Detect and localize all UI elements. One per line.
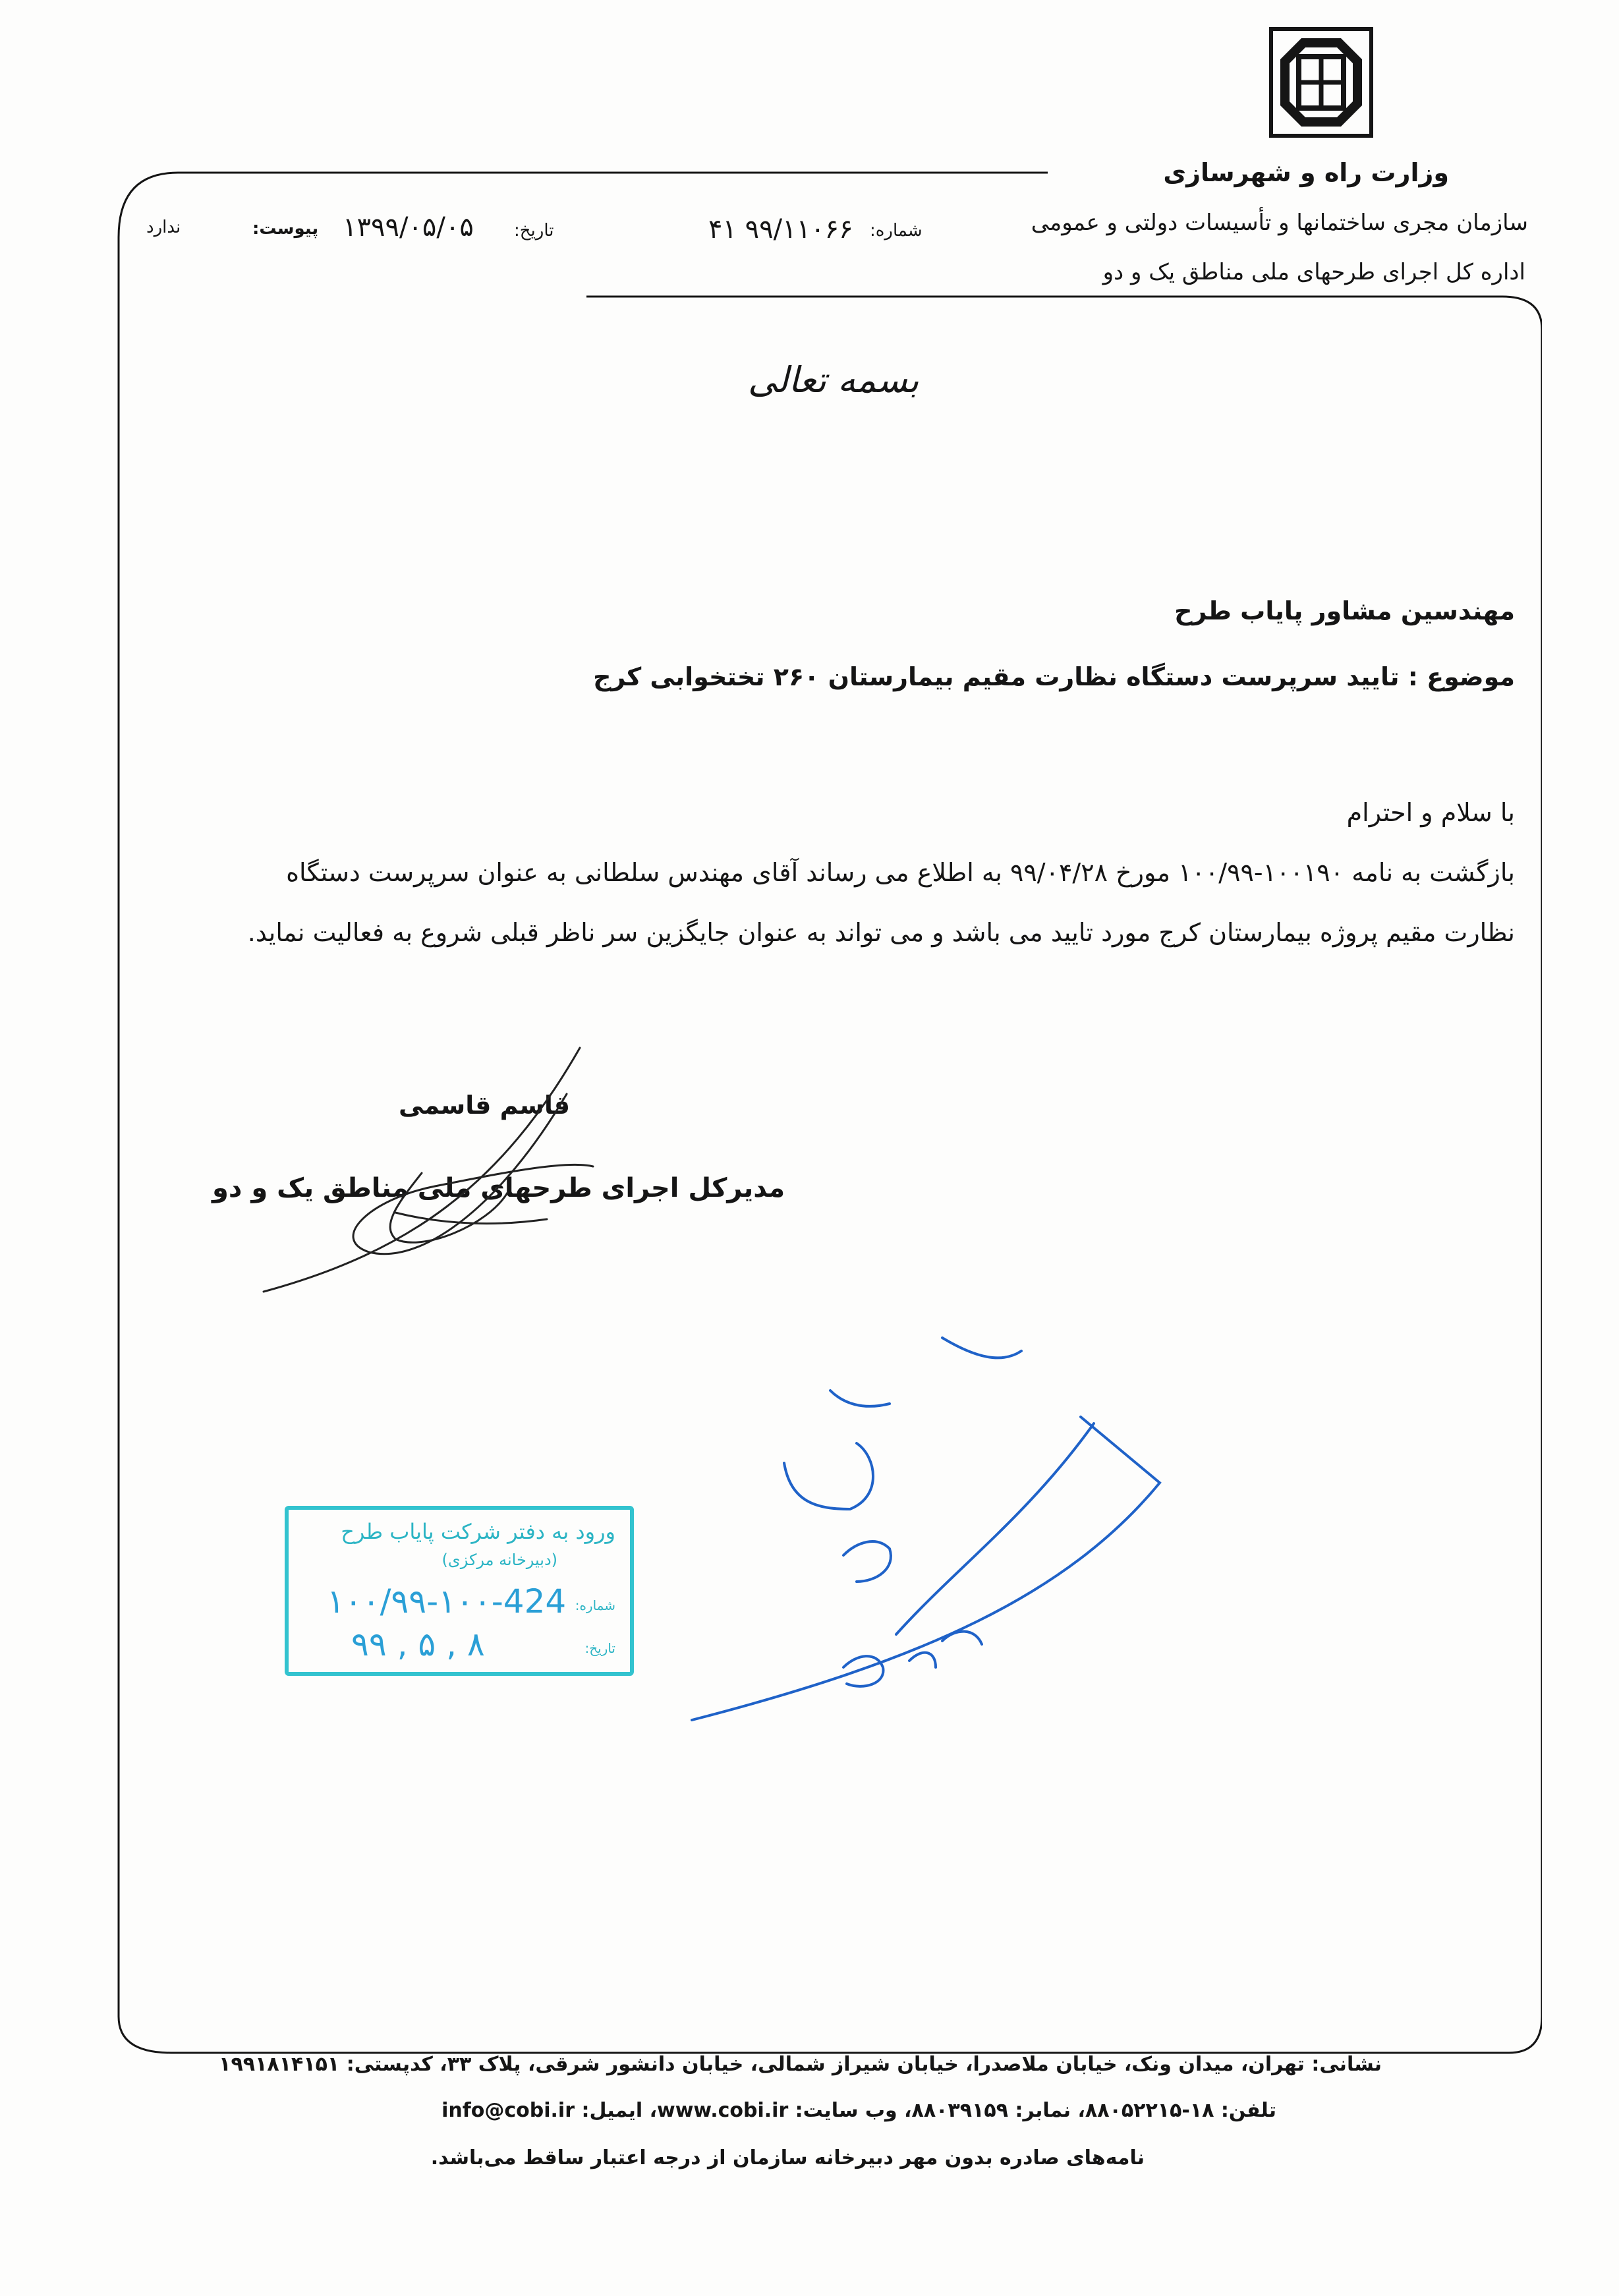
department-name: اداره کل اجرای طرحهای ملی مناطق یک و دو (1102, 259, 1525, 285)
greeting: با سلام و احترام (1346, 798, 1515, 827)
attachment-value: ندارد (146, 217, 181, 237)
letter-date-label: تاریخ: (514, 221, 554, 241)
letter-number-label: شماره: (870, 221, 923, 241)
stamp-date-label: تاریخ: (584, 1640, 615, 1656)
ministry-name: وزارت راه و شهرسازی (1163, 158, 1449, 187)
stamp-date-value: ۹۹ , ۵ , ۸ (351, 1625, 485, 1663)
invocation: بسمه تعالی (748, 359, 919, 401)
footer-address: نشانی: تهران، میدان ونک، خیابان ملاصدرا، خیابان شیراز شمالی، خیابان دانشور شرقی، پلاک ۳۳، کدپستی: ۱۹۹۱۸۱۴۱۵۱ (219, 2053, 1382, 2076)
organization-name: سازمان مجری ساختمانها و تأسیسات دولتی و عمومی (1031, 210, 1528, 236)
stamp-number-value: ۱۰۰/۹۹-۱۰۰-424 (327, 1582, 567, 1621)
subject-line: موضوع : تایید سرپرست دستگاه نظارت مقیم بیمارستان ۲۶۰ تختخوابی کرج (593, 662, 1515, 691)
recipient: مهندسین مشاور پایاب طرح (1174, 596, 1515, 625)
stamp-number-label: شماره: (575, 1597, 615, 1613)
ministry-emblem-icon (1268, 26, 1374, 138)
letter-number-value: ۴۱ ۹۹/۱۱۰۶۶ (708, 214, 853, 244)
body-line-1: بازگشت به نامه ۱۰۰۱۹۰-۱۰۰/۹۹ مورخ ۹۹/۰۴/۲۸ به اطلاع می رساند آقای مهندس سلطانی به عنوان سرپرست دستگاه (286, 858, 1515, 887)
footer-note: نامه‌های صادره بدون مهر دبیرخانه سازمان از درجه اعتبار ساقط می‌باشد. (430, 2146, 1145, 2169)
footer-contact: تلفن: ۱۸-۸۸۰۵۲۲۱۵، نمابر: ۸۸۰۳۹۱۵۹، وب سایت: www.cobi.ir، ایمیل: info@cobi.ir (441, 2099, 1276, 2122)
letter-frame (99, 132, 1542, 2069)
stamp-subtitle: (دبیرخانه مرکزی) (441, 1551, 557, 1569)
signer-name: قاسم قاسمی (399, 1091, 570, 1120)
stamp-title: ورود به دفتر شرکت پایاب طرح (341, 1519, 615, 1544)
entry-stamp (285, 1506, 634, 1676)
signer-title: مدیرکل اجرای طرحهای ملی مناطق یک و دو (212, 1173, 785, 1203)
letter-body (98, 783, 1515, 963)
letter-date-value: ۱۳۹۹/۰۵/۰۵ (343, 212, 474, 243)
attachment-label: پیوست: (252, 219, 319, 239)
body-line-2: نظارت مقیم پروژه بیمارستان کرج مورد تایید می باشد و می تواند به عنوان جایگزین سر ناظر قبلی شروع به فعالیت نماید. (247, 918, 1515, 947)
